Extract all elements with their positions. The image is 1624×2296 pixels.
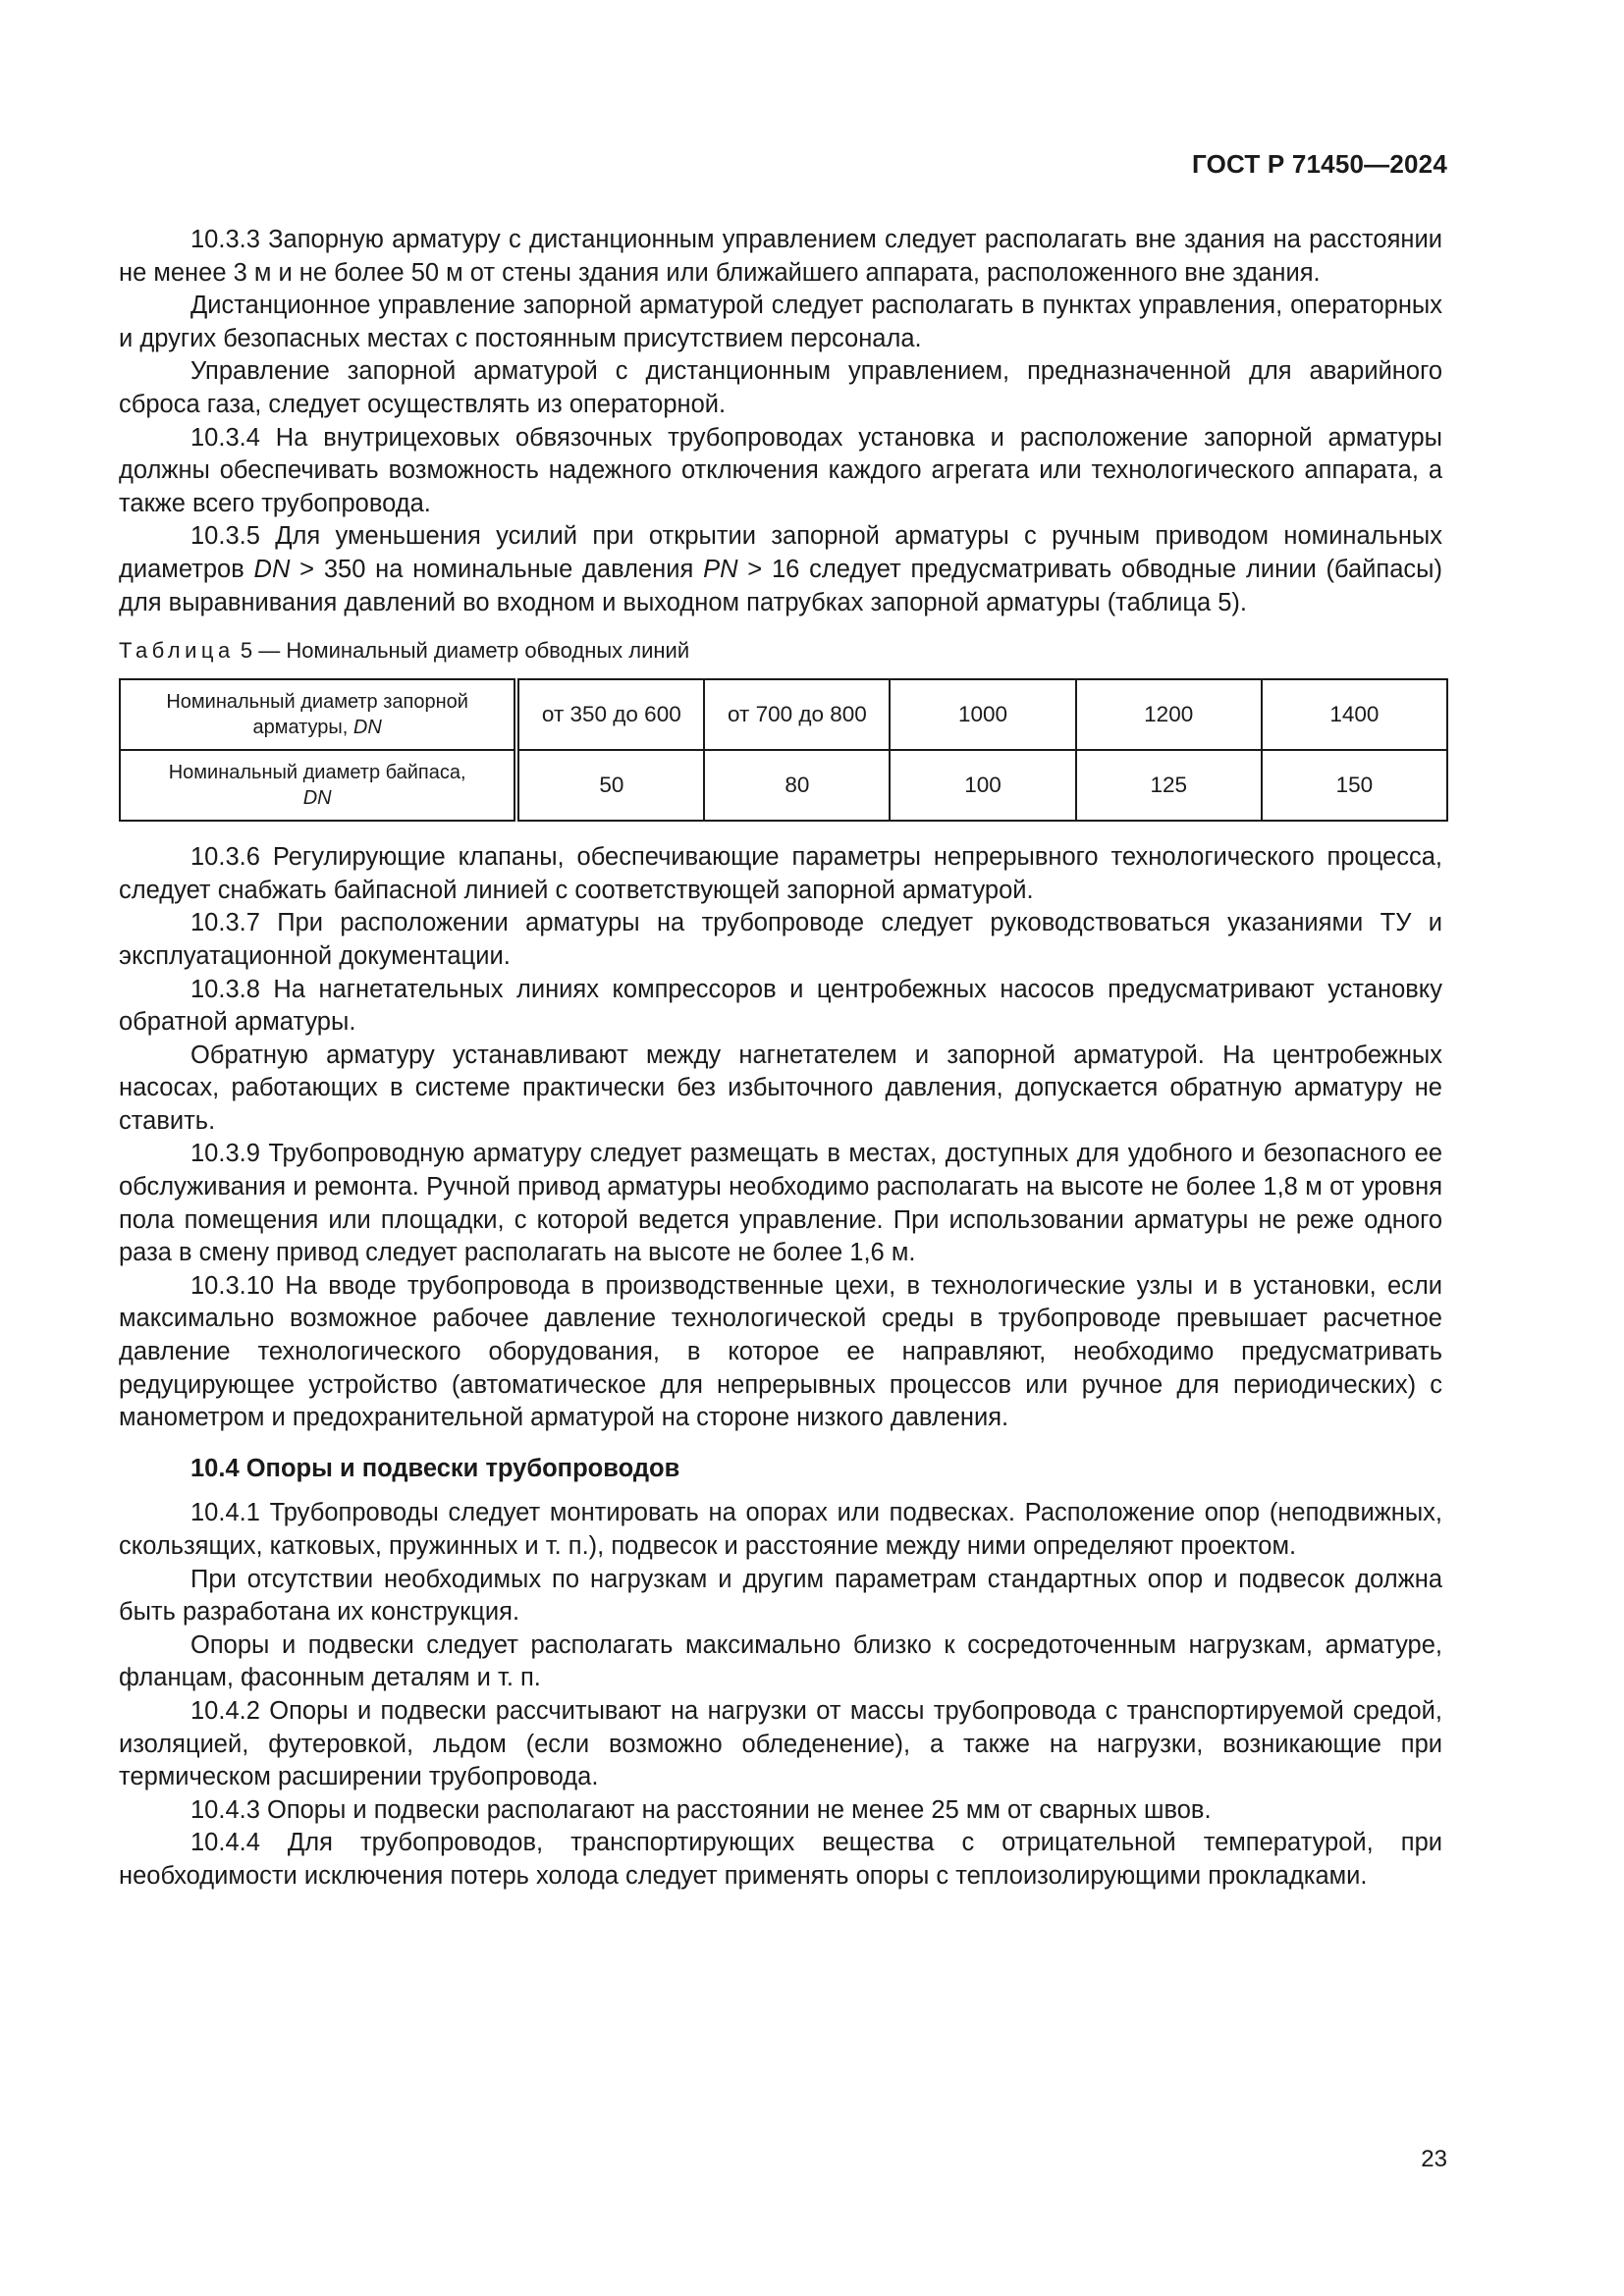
document-body <box>119 224 1442 1894</box>
paragraph-10-3-5 <box>119 520 1442 619</box>
row-header-bypass-dn: Номинальный диаметр байпаса, DN <box>120 750 516 821</box>
table-cell: 80 <box>704 750 890 821</box>
paragraph-remote-control: Дистанционное управление запорной арматурой следует располагать в пунктах управления, операторных и других безопасных местах с постоянным присутствием персонала. <box>119 292 1442 352</box>
dn-symbol: DN <box>253 555 291 583</box>
table-row <box>120 750 1447 821</box>
paragraph-10-3-8: 10.3.8 На нагнетательных линиях компрессоров и центробежных насосов предусматривают установку обратной арматуры. <box>119 975 1442 1037</box>
paragraph-support-placement: Опоры и подвески следует располагать максимально близко к сосредоточенным нагрузкам, арматуре, фланцам, фасонным деталям и т. п. <box>119 1630 1442 1692</box>
paragraph-10-3-5-part-c: > 16 следует предусматривать обводные линии (байпасы) для выравнивания давлений во входном и выходном патрубках запорной арматуры (таблица 5). <box>119 555 1442 616</box>
table-cell: от 350 до 600 <box>516 679 704 750</box>
paragraph-10-3-9: 10.3.9 Трубопроводную арматуру следует размещать в местах, доступных для удобного и безопасного ее обслуживания и ремонта. Ручной привод арматуры необходимо располагать на высоте не более 1,8 м от уровня пола помещения или площадки, с которой ведется управление. При использовании арматуры не реже одного раза в смену привод следует располагать на высоте не более 1,6 м. <box>119 1140 1442 1267</box>
paragraph-10-3-5-part-b: > 350 на номинальные давления <box>290 555 704 583</box>
paragraph-check-valve: Обратную арматуру устанавливают между нагнетателем и запорной арматурой. На центробежных насосах, работающих в системе практически без избыточного давления, допускается обратную арматуру не ставить. <box>119 1041 1442 1135</box>
table-cell: 125 <box>1076 750 1262 821</box>
paragraph-10-3-4: 10.3.4 На внутрицеховых обвязочных трубопроводах установка и расположение запорной арматуры должны обеспечивать возможность надежного отключения каждого агрегата или технологического аппарата, а также всего трубопровода. <box>119 423 1442 517</box>
table-caption <box>119 637 1442 665</box>
paragraph-10-4-1: 10.4.1 Трубопроводы следует монтировать на опорах или подвесках. Расположение опор (неподвижных, скользящих, катковых, пружинных и т. п.), подвесок и расстояние между ними определяют проектом. <box>119 1499 1442 1560</box>
table-cell: 150 <box>1262 750 1447 821</box>
table-cell: 100 <box>890 750 1075 821</box>
table-cell: 1200 <box>1076 679 1262 750</box>
paragraph-10-3-5-part-a: 10.3.5 Для уменьшения усилий при открытии запорной арматуры с ручным приводом номинальных диаметров <box>119 522 1442 583</box>
table-caption-word: Таблица <box>119 638 235 664</box>
table-cell: 50 <box>516 750 704 821</box>
paragraph-10-3-10: 10.3.10 На вводе трубопровода в производственные цехи, в технологические узлы и в установки, если максимально возможное рабочее давление технологической среды в трубопроводе превышает расчетное давление технологического оборудования, в которое ее направляют, необходимо предусматривать редуцирующее устройство (автоматическое для непрерывных процессов или ручное для периодических) с манометром и предохранительной арматурой на стороне низкого давления. <box>119 1271 1442 1432</box>
pn-symbol: PN <box>703 555 738 583</box>
table-cell: 1000 <box>890 679 1075 750</box>
bypass-diameter-table <box>119 678 1448 822</box>
paragraph-10-3-3: 10.3.3 Запорную арматуру с дистанционным управлением следует располагать вне здания на расстоянии не менее 3 м и не более 50 м от стены здания или ближайшего аппарата, расположенного вне здания. <box>119 226 1442 287</box>
paragraph-10-4-4: 10.4.4 Для трубопроводов, транспортирующих вещества с отрицательной температурой, при необходимости исключения потерь холода следует применять опоры с теплоизолирующими прокладками. <box>119 1829 1442 1890</box>
paragraph-support-design: При отсутствии необходимых по нагрузкам и другим параметрам стандартных опор и подвесок должна быть разработана их конструкция. <box>119 1565 1442 1627</box>
document-code-header: ГОСТ Р 71450—2024 <box>1192 149 1447 179</box>
paragraph-10-3-6: 10.3.6 Регулирующие клапаны, обеспечивающие параметры непрерывного технологического процесса, следует снабжать байпасной линией с соответствующей запорной арматурой. <box>119 843 1442 904</box>
paragraph-emergency-release: Управление запорной арматурой с дистанционным управлением, предназначенной для аварийного сброса газа, следует осуществлять из операторной. <box>119 357 1442 418</box>
row-header-valve-dn: Номинальный диаметр запорной арматуры, DN <box>120 679 516 750</box>
table-cell: от 700 до 800 <box>704 679 890 750</box>
paragraph-10-3-7: 10.3.7 При расположении арматуры на трубопроводе следует руководствоваться указаниями ТУ и эксплуатационной документации. <box>119 909 1442 970</box>
table-row <box>120 679 1447 750</box>
table-caption-title: 5 — Номинальный диаметр обводных линий <box>234 638 690 664</box>
paragraph-10-4-3: 10.4.3 Опоры и подвески располагают на расстоянии не менее 25 мм от сварных швов. <box>190 1795 1212 1824</box>
paragraph-10-4-2: 10.4.2 Опоры и подвески рассчитывают на нагрузки от массы трубопровода с транспортируемой средой, изоляцией, футеровкой, льдом (если возможно обледенение), а также на нагрузки, возникающие при термическом расширении трубопровода. <box>119 1696 1442 1791</box>
table-cell: 1400 <box>1262 679 1447 750</box>
section-heading-10-4: 10.4 Опоры и подвески трубопроводов <box>190 1454 680 1482</box>
page-number: 23 <box>1421 2146 1447 2172</box>
